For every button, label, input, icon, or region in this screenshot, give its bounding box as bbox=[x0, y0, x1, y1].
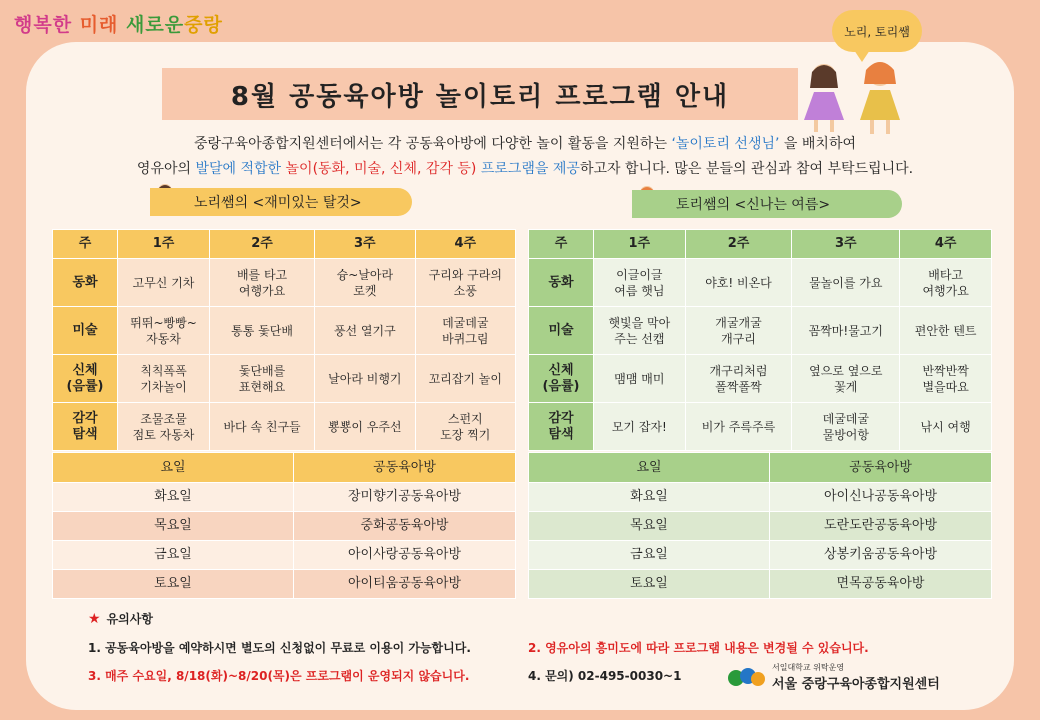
row-category: 신체 (음률) bbox=[53, 355, 118, 403]
slogan bbox=[14, 10, 223, 37]
row-category: 감각 탐색 bbox=[529, 403, 594, 451]
table-row bbox=[53, 541, 516, 570]
table-header: 2주 bbox=[685, 230, 792, 259]
center-logo-icon bbox=[726, 664, 766, 690]
table-row bbox=[53, 570, 516, 599]
table-cell: 금요일 bbox=[529, 541, 770, 570]
note-item: 1. 공동육아방을 예약하시면 별도의 신청없이 무료로 이용이 가능합니다. bbox=[88, 641, 471, 655]
intro-highlight: 발달에 적합한 bbox=[195, 161, 286, 177]
table-header: 1주 bbox=[118, 230, 210, 259]
note-item: 2. 영유아의 흥미도에 따라 프로그램 내용은 변경될 수 있습니다. bbox=[528, 641, 869, 655]
table-cell: 개굴개굴 개구리 bbox=[685, 307, 792, 355]
table-row bbox=[529, 483, 992, 512]
table-row bbox=[53, 512, 516, 541]
table-cell: 돛단배를 표현해요 bbox=[210, 355, 315, 403]
table-header: 공동육아방 bbox=[770, 453, 992, 483]
intro-line1-part: 중랑구육아종합지원센터에서는 각 공동육아방에 다양한 놀이 활동을 지원하는 bbox=[193, 136, 672, 152]
notes-title: 유의사항 bbox=[106, 612, 153, 626]
table-header: 주 bbox=[529, 230, 594, 259]
left-program-title: 노리쌤의 <재미있는 탈것> bbox=[194, 195, 362, 211]
logo-subtitle: 서일대학교 위탁운영 bbox=[772, 663, 845, 672]
table-cell: 배타고 여행가요 bbox=[900, 259, 992, 307]
table-cell: 화요일 bbox=[53, 483, 294, 512]
table-cell: 꼼짝마!물고기 bbox=[792, 307, 900, 355]
table-cell: 아이신나공동육아방 bbox=[770, 483, 992, 512]
table-cell: 이글이글 여름 햇님 bbox=[594, 259, 686, 307]
table-header: 요일 bbox=[529, 453, 770, 483]
table-cell: 목요일 bbox=[53, 512, 294, 541]
table-row bbox=[529, 355, 992, 403]
intro-text bbox=[90, 132, 960, 182]
table-row bbox=[529, 259, 992, 307]
table-row bbox=[53, 355, 516, 403]
intro-line2-part: 하고자 합니다. 많은 분들의 관심과 참여 부탁드립니다. bbox=[579, 161, 914, 177]
table-cell: 야호! 비온다 bbox=[685, 259, 792, 307]
row-category: 감각 탐색 bbox=[53, 403, 118, 451]
table-row bbox=[53, 307, 516, 355]
row-category: 미술 bbox=[529, 307, 594, 355]
table-cell: 뛰뛰~빵빵~ 자동차 bbox=[118, 307, 210, 355]
table-cell: 도란도란공동육아방 bbox=[770, 512, 992, 541]
table-cell: 구리와 구라의 소풍 bbox=[415, 259, 515, 307]
speech-bubble bbox=[832, 10, 922, 52]
table-cell: 칙칙폭폭 기차놀이 bbox=[118, 355, 210, 403]
table-row bbox=[529, 403, 992, 451]
table-cell: 상봉키움공동육아방 bbox=[770, 541, 992, 570]
title-bar bbox=[162, 68, 798, 120]
intro-line2-part: 영유아의 bbox=[136, 161, 196, 177]
table-header: 2주 bbox=[210, 230, 315, 259]
table-row bbox=[529, 541, 992, 570]
table-cell: 토요일 bbox=[53, 570, 294, 599]
doll-illustration-icon bbox=[794, 58, 854, 134]
intro-highlight: 프로그램을 제공 bbox=[480, 161, 580, 177]
table-cell: 목요일 bbox=[529, 512, 770, 541]
table-cell: 조물조물 점토 자동차 bbox=[118, 403, 210, 451]
table-row bbox=[529, 307, 992, 355]
table-row bbox=[53, 483, 516, 512]
table-header: 주 bbox=[53, 230, 118, 259]
table-row bbox=[529, 570, 992, 599]
table-header-row bbox=[529, 453, 992, 483]
table-cell: 데굴데굴 바퀴그림 bbox=[415, 307, 515, 355]
intro-highlight: ‘놀이토리 선생님’ bbox=[671, 136, 780, 152]
table-cell: 바다 속 친구들 bbox=[210, 403, 315, 451]
table-cell: 반짝반짝 별을따요 bbox=[900, 355, 992, 403]
table-header-row bbox=[529, 230, 992, 259]
table-cell: 편안한 텐트 bbox=[900, 307, 992, 355]
logo-title: 서울 중랑구육아종합지원센터 bbox=[772, 677, 940, 692]
table-cell: 모기 잡자! bbox=[594, 403, 686, 451]
note-item: 3. 매주 수요일, 8/18(화)~8/20(목)은 프로그램이 운영되지 않습니다. bbox=[88, 669, 470, 683]
slogan-part: 새로운 bbox=[126, 14, 185, 36]
left-day-schedule-table bbox=[52, 452, 516, 599]
slogan-part: 중랑 bbox=[184, 14, 223, 36]
table-cell: 면목공동육아방 bbox=[770, 570, 992, 599]
table-cell: 햇빛을 막아 주는 선캡 bbox=[594, 307, 686, 355]
table-cell: 맴맴 매미 bbox=[594, 355, 686, 403]
slogan-part: 미래 bbox=[79, 14, 119, 36]
table-cell: 꼬리잡기 놀이 bbox=[415, 355, 515, 403]
table-cell: 날아라 비행기 bbox=[315, 355, 415, 403]
table-header: 3주 bbox=[315, 230, 415, 259]
table-cell: 뿅뿅이 우주선 bbox=[315, 403, 415, 451]
intro-line1-part: 을 배치하여 bbox=[779, 136, 856, 152]
table-row bbox=[53, 259, 516, 307]
table-header: 4주 bbox=[415, 230, 515, 259]
table-cell: 스펀지 도장 찍기 bbox=[415, 403, 515, 451]
table-cell: 장미향기공동육아방 bbox=[294, 483, 516, 512]
table-cell: 금요일 bbox=[53, 541, 294, 570]
table-cell: 슝~날아라 로켓 bbox=[315, 259, 415, 307]
row-category: 신체 (음률) bbox=[529, 355, 594, 403]
table-cell: 옆으로 옆으로 꽃게 bbox=[792, 355, 900, 403]
right-program-title: 토리쌤의 <신나는 여름> bbox=[676, 197, 831, 213]
row-category: 동화 bbox=[529, 259, 594, 307]
table-header: 4주 bbox=[900, 230, 992, 259]
table-cell: 중화공동육아방 bbox=[294, 512, 516, 541]
note-item: 4. 문의) 02-495-0030~1 bbox=[528, 669, 682, 683]
left-weekly-schedule-table bbox=[52, 229, 516, 451]
table-cell: 통통 돛단배 bbox=[210, 307, 315, 355]
table-cell: 물놀이를 가요 bbox=[792, 259, 900, 307]
row-category: 동화 bbox=[53, 259, 118, 307]
table-cell: 비가 주륵주륵 bbox=[685, 403, 792, 451]
table-row bbox=[53, 403, 516, 451]
table-cell: 개구리처럼 폴짝폴짝 bbox=[685, 355, 792, 403]
page-title: 8월 공동육아방 놀이토리 프로그램 안내 bbox=[230, 81, 730, 112]
center-logo bbox=[726, 662, 940, 692]
right-weekly-schedule-table bbox=[528, 229, 992, 451]
table-header: 요일 bbox=[53, 453, 294, 483]
right-program-header bbox=[632, 190, 902, 218]
row-category: 미술 bbox=[53, 307, 118, 355]
table-cell: 풍선 열기구 bbox=[315, 307, 415, 355]
table-header-row bbox=[53, 453, 516, 483]
table-cell: 낚시 여행 bbox=[900, 403, 992, 451]
star-icon: ★ bbox=[88, 610, 101, 627]
left-program-header bbox=[150, 188, 412, 216]
slogan-part: 행복한 bbox=[14, 14, 73, 36]
table-cell: 데굴데굴 물방어항 bbox=[792, 403, 900, 451]
table-cell: 아이사랑공동육아방 bbox=[294, 541, 516, 570]
doll-illustration-icon bbox=[852, 56, 908, 136]
table-header-row bbox=[53, 230, 516, 259]
right-day-schedule-table bbox=[528, 452, 992, 599]
table-header: 3주 bbox=[792, 230, 900, 259]
table-cell: 고무신 기차 bbox=[118, 259, 210, 307]
table-cell: 토요일 bbox=[529, 570, 770, 599]
table-header: 1주 bbox=[594, 230, 686, 259]
intro-highlight: 놀이(동화, 미술, 신체, 감각 등) bbox=[285, 161, 481, 177]
table-row bbox=[529, 512, 992, 541]
table-cell: 화요일 bbox=[529, 483, 770, 512]
table-cell: 배를 타고 여행가요 bbox=[210, 259, 315, 307]
bubble-text: 노리, 토리쌤 bbox=[844, 24, 910, 39]
table-cell: 아이티움공동육아방 bbox=[294, 570, 516, 599]
table-header: 공동육아방 bbox=[294, 453, 516, 483]
